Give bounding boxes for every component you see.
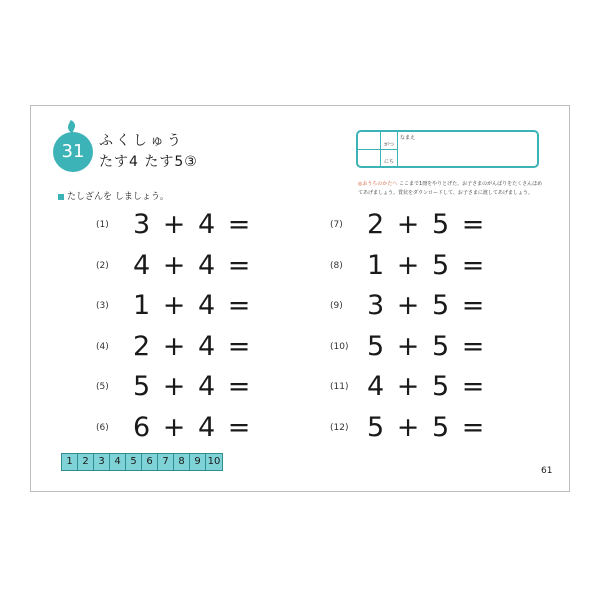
problem-number: (7) — [330, 220, 343, 230]
problem-expression: 5 + 5 = — [367, 331, 487, 362]
lesson-number-badge: 31 — [53, 132, 93, 172]
problem-expression: 3 + 5 = — [367, 290, 487, 321]
problem-number: (6) — [96, 423, 109, 433]
name-label: なまえ — [400, 135, 416, 141]
problem-expression: 5 + 4 = — [133, 371, 253, 402]
number-line-cell: 4 — [110, 454, 126, 470]
number-line-cell: 7 — [158, 454, 174, 470]
number-line-cell: 3 — [94, 454, 110, 470]
divider — [397, 132, 398, 166]
number-line-cell: 5 — [126, 454, 142, 470]
problem-number: (1) — [96, 220, 109, 230]
problem-expression: 4 + 4 = — [133, 250, 253, 281]
number-line-cell: 2 — [78, 454, 94, 470]
problem-number: (8) — [330, 261, 343, 271]
problem-expression: 5 + 5 = — [367, 412, 487, 443]
day-label: にち — [384, 159, 395, 165]
page-number: 61 — [541, 466, 553, 476]
lesson-title: ふくしゅう — [99, 133, 184, 149]
problem-number: (9) — [330, 301, 343, 311]
problem-number: (3) — [96, 301, 109, 311]
problem-number: (4) — [96, 342, 109, 352]
problem-expression: 6 + 4 = — [133, 412, 253, 443]
month-label: がつ — [384, 142, 395, 148]
problem-expression: 3 + 4 = — [133, 209, 253, 240]
problem-expression: 2 + 5 = — [367, 209, 487, 240]
problem-expression: 1 + 5 = — [367, 250, 487, 281]
problem-number: (12) — [330, 423, 349, 433]
square-bullet-icon — [58, 194, 64, 200]
number-line-cell: 10 — [207, 456, 221, 467]
problem-number: (11) — [330, 382, 349, 392]
problem-number: (10) — [330, 342, 349, 352]
number-line-cell: 9 — [190, 454, 206, 470]
problem-number: (2) — [96, 261, 109, 271]
parent-note-text: ここまで1冊をやりとげた、お子さまのがんばりをたくさんほめてあげましょう。賞状をダウンロードして、お子さまに渡してあげましょう。 — [358, 181, 543, 196]
number-line-cell: 6 — [142, 454, 158, 470]
problem-expression: 2 + 4 = — [133, 331, 253, 362]
parent-note — [358, 180, 543, 198]
divider — [358, 149, 397, 150]
number-line-cell: 8 — [174, 454, 190, 470]
problem-expression: 1 + 4 = — [133, 290, 253, 321]
instruction — [58, 189, 169, 202]
lesson-subtitle: たす4 たす5③ — [99, 154, 198, 170]
problem-number: (5) — [96, 382, 109, 392]
number-line-cell: 1 — [62, 454, 78, 470]
instruction-text: たしざんを しましょう。 — [67, 192, 169, 202]
name-date-box — [356, 130, 539, 168]
number-line — [61, 453, 223, 471]
parent-note-heading: ◎おうちのかたへ — [358, 181, 398, 187]
problem-expression: 4 + 5 = — [367, 371, 487, 402]
